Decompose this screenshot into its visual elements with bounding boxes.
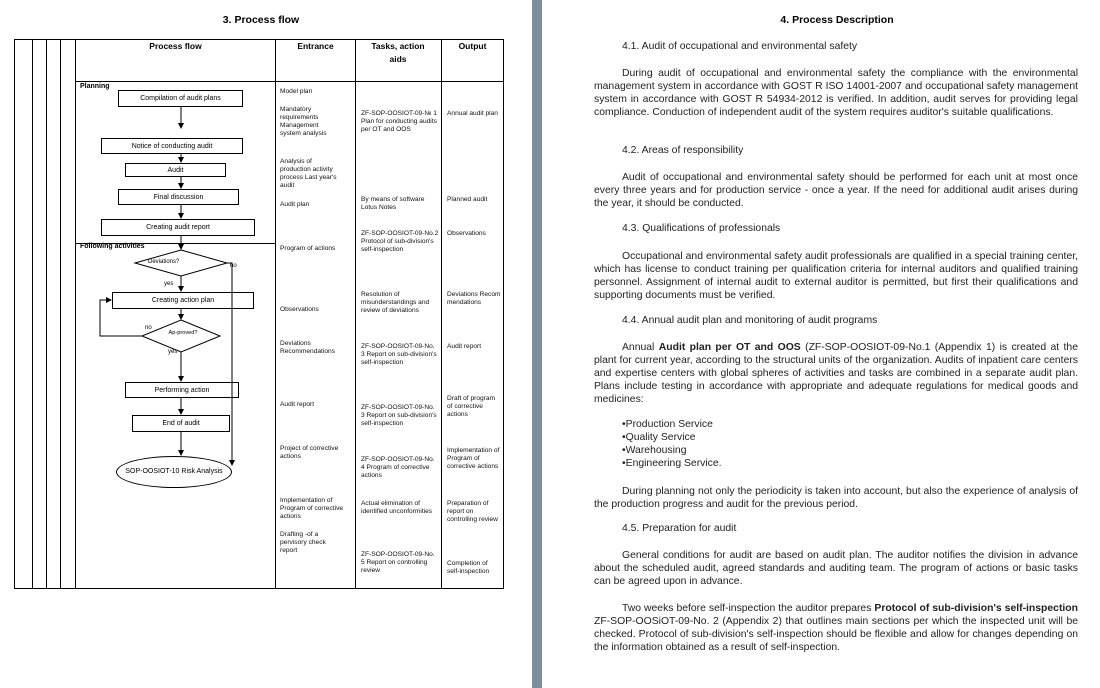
flow-step-performing-action: Performing action (125, 382, 239, 398)
decision-deviations-label: Deviations? (148, 259, 180, 265)
audit-plan-bold: Audit plan per OT and OOS (658, 342, 801, 353)
section-4-4-after-paragraph (594, 485, 1078, 511)
section-4-5-rest: ZF-SOP-OOSiOT-09-No. 2 (Appendix 2) that outlines main sections per which the inspected unit will be checked. Protocol of sub-division's self-inspection should be flexible and allow for changes depending on the information obtained as a result of self-inspection. (594, 616, 1078, 653)
tasks-cell: ZF-SOP-OOSIOT-09-No.2 Protocol of sub-division's self-inspection (361, 230, 439, 254)
section-4-1-title: 4.1. Audit of occupational and environmental safety (622, 41, 858, 52)
entrance-cell: Audit report (280, 401, 315, 408)
decision-approved-label: Ap-proved? (168, 330, 198, 336)
output-cell: Draft of program of corrective actions (447, 395, 496, 419)
tasks-cell: ZF-SOP-OOSIOT-09-№ 1 Plan for conducting audits per OT and OOS (361, 110, 437, 134)
column-header-process-flow: Process flow (149, 41, 202, 51)
list-item: • Warehousing (622, 444, 722, 457)
tasks-cell: By means of software Lotus Notes (361, 196, 425, 212)
tasks-cell: ZF-SOP-OOSIOT-09-No. 5 Report on controlling review (361, 551, 435, 575)
column-header-entrance: Entrance (297, 41, 334, 51)
list-item: • Production Service (622, 418, 722, 431)
section-4-5-text: General conditions for audit are based on audit plan. The auditor notifies the division in advance about the scheduled audit, agreed standards and auditing team. The program of actions or basic tasks can be agreed upon in advance. (594, 550, 1078, 587)
entrance-cell: Implementation of Program of corrective actions (280, 497, 344, 521)
list-item: • Quality Service (622, 431, 722, 444)
tasks-cell: ZF-SOP-OOSIOT-09-No. 3 Report on sub-division's self-inspection (361, 343, 437, 367)
entrance-cell: Drafting -of a pervisory check report (280, 531, 326, 555)
column-header-tasks: Tasks, action aids (371, 41, 425, 64)
flow-step-final-discussion: Final discussion (118, 189, 239, 205)
flow-step-end-of-audit: End of audit (132, 415, 230, 432)
label-no-deviations: no (230, 263, 237, 269)
section-4-3-paragraph (594, 250, 1078, 302)
entrance-cell: Project of corrective actions (280, 445, 339, 461)
section-4-4-text: (ZF-SOP-OOSIOT-09-No.1 (Appendix 1) is created at the plant for current year, according to the structural units of the organization. Audits of inpatient care centers and expertise centers with global spheres of activities and tasks are combined in a separate audit plan. Plans include testing in accordance with appropriate and adequate regulations for medical goods and medicines: (594, 342, 1078, 405)
entrance-cell: Model plan (280, 88, 313, 95)
output-cell: Completion of self-inspection (447, 560, 490, 576)
label-yes-approved: yes (168, 349, 178, 355)
output-cell: Observations (447, 230, 486, 237)
entrance-cell: Audit plan (280, 201, 310, 208)
output-cell: Deviations Recommendations (447, 291, 501, 307)
output-cell: Preparation of report on controlling review (447, 500, 498, 524)
decision-approved (142, 320, 220, 352)
flow-risk-analysis-terminal: SOP-OOSIOT-10 Risk Analysis (116, 456, 232, 488)
flow-step-compile-plans: Compilation of audit plans (118, 90, 243, 107)
section-4-3-text: Occupational and environmental safety audit professionals are qualified in a special training center, which has license to conduct training per qualification criteria for internal auditors and qualified training personnel. Assignment of internal audit to external auditor is permitted, but first their qualifications and supporting documents must be verified. (594, 251, 1078, 301)
process-description-heading: 4. Process Description (780, 14, 894, 26)
flow-step-action-plan: Creating action plan (112, 292, 254, 309)
section-planning: Planning (80, 83, 110, 90)
flow-step-notice: Notice of conducting audit (101, 138, 243, 154)
flow-step-audit: Audit (125, 163, 226, 177)
output-cell: Annual audit plan (447, 110, 498, 117)
arrow-approved-no-loop (100, 300, 142, 336)
section-4-4-title: 4.4. Annual audit plan and monitoring of audit programs (622, 315, 878, 326)
services-list (622, 418, 722, 470)
section-4-4-lead: Annual (622, 342, 659, 353)
entrance-cell: Deviations Recommendations (280, 340, 335, 356)
section-4-4-after-text: During planning not only the periodicity is taken into account, but also the experience of analysis of the production progress and audit for the previous period. (594, 486, 1078, 510)
section-4-1-text: During audit of occupational and environmental safety the compliance with the environmental management system in accordance with GOST R ISO 14001-2007 and occupational safety management system in accordance with GOST R 54934-2012 is verified. In addition, audit serves for providing legal compliance. Conduction of independent audit of the system requires auditor's suitable qualifications. (594, 68, 1078, 118)
arrow-deviations-no (227, 263, 232, 465)
section-4-4-paragraph (594, 341, 1078, 406)
entrance-cell: Analysis of production activity process Last year's audit (280, 158, 337, 190)
page-gutter (532, 0, 542, 688)
output-cell: Planned audit (447, 196, 488, 203)
section-4-2-title: 4.2. Areas of responsibility (622, 145, 744, 156)
tasks-cell: Resolution of misunderstandings and review of deviations (361, 291, 430, 315)
list-item: • Engineering Service. (622, 457, 722, 470)
section-4-1-paragraph (594, 67, 1078, 119)
tasks-cell: ZF-SOP-OOSIOT-09-No. 4 Program of corrective actions (361, 456, 435, 480)
flow-step-audit-report: Creating audit report (101, 219, 255, 236)
label-yes-deviations: yes (164, 281, 174, 287)
entrance-cell: Program of actions (280, 245, 336, 252)
entrance-cell: Mandatory requirements Management system analysis (280, 106, 327, 138)
section-4-5-title: 4.5. Preparation for audit (622, 523, 737, 534)
process-flow-heading: 3. Process flow (222, 14, 300, 26)
tasks-cell: ZF-SOP-OOSIOT-09-No. 3 Report on sub-division's self-inspection (361, 404, 437, 428)
section-4-5-lead: Two weeks before self-inspection the auditor prepares (622, 603, 875, 614)
tasks-cell: Actual elimination of identified unconformities (361, 500, 433, 516)
section-following-activities: Following activities (80, 243, 145, 250)
section-4-5-paragraph-2 (594, 602, 1078, 654)
section-4-5-paragraph (594, 549, 1078, 588)
process-flow-table (0, 0, 532, 688)
section-4-3-title: 4.3. Qualifications of professionals (622, 223, 781, 234)
section-4-2-paragraph (594, 171, 1078, 210)
label-no-approved: no (145, 325, 152, 331)
output-cell: Implementation of Program of corrective actions (447, 447, 500, 471)
column-header-output: Output (458, 41, 487, 51)
section-4-2-text: Audit of occupational and environmental safety should be performed for each unit at most once every three years and for production service - once a year. If the need for additional audit arises during the year, it should be conducted. (594, 172, 1078, 209)
entrance-cell: Observations (280, 306, 319, 313)
output-cell: Audit report (447, 343, 482, 350)
protocol-bold: Protocol of sub-division's self-inspection (874, 603, 1079, 614)
